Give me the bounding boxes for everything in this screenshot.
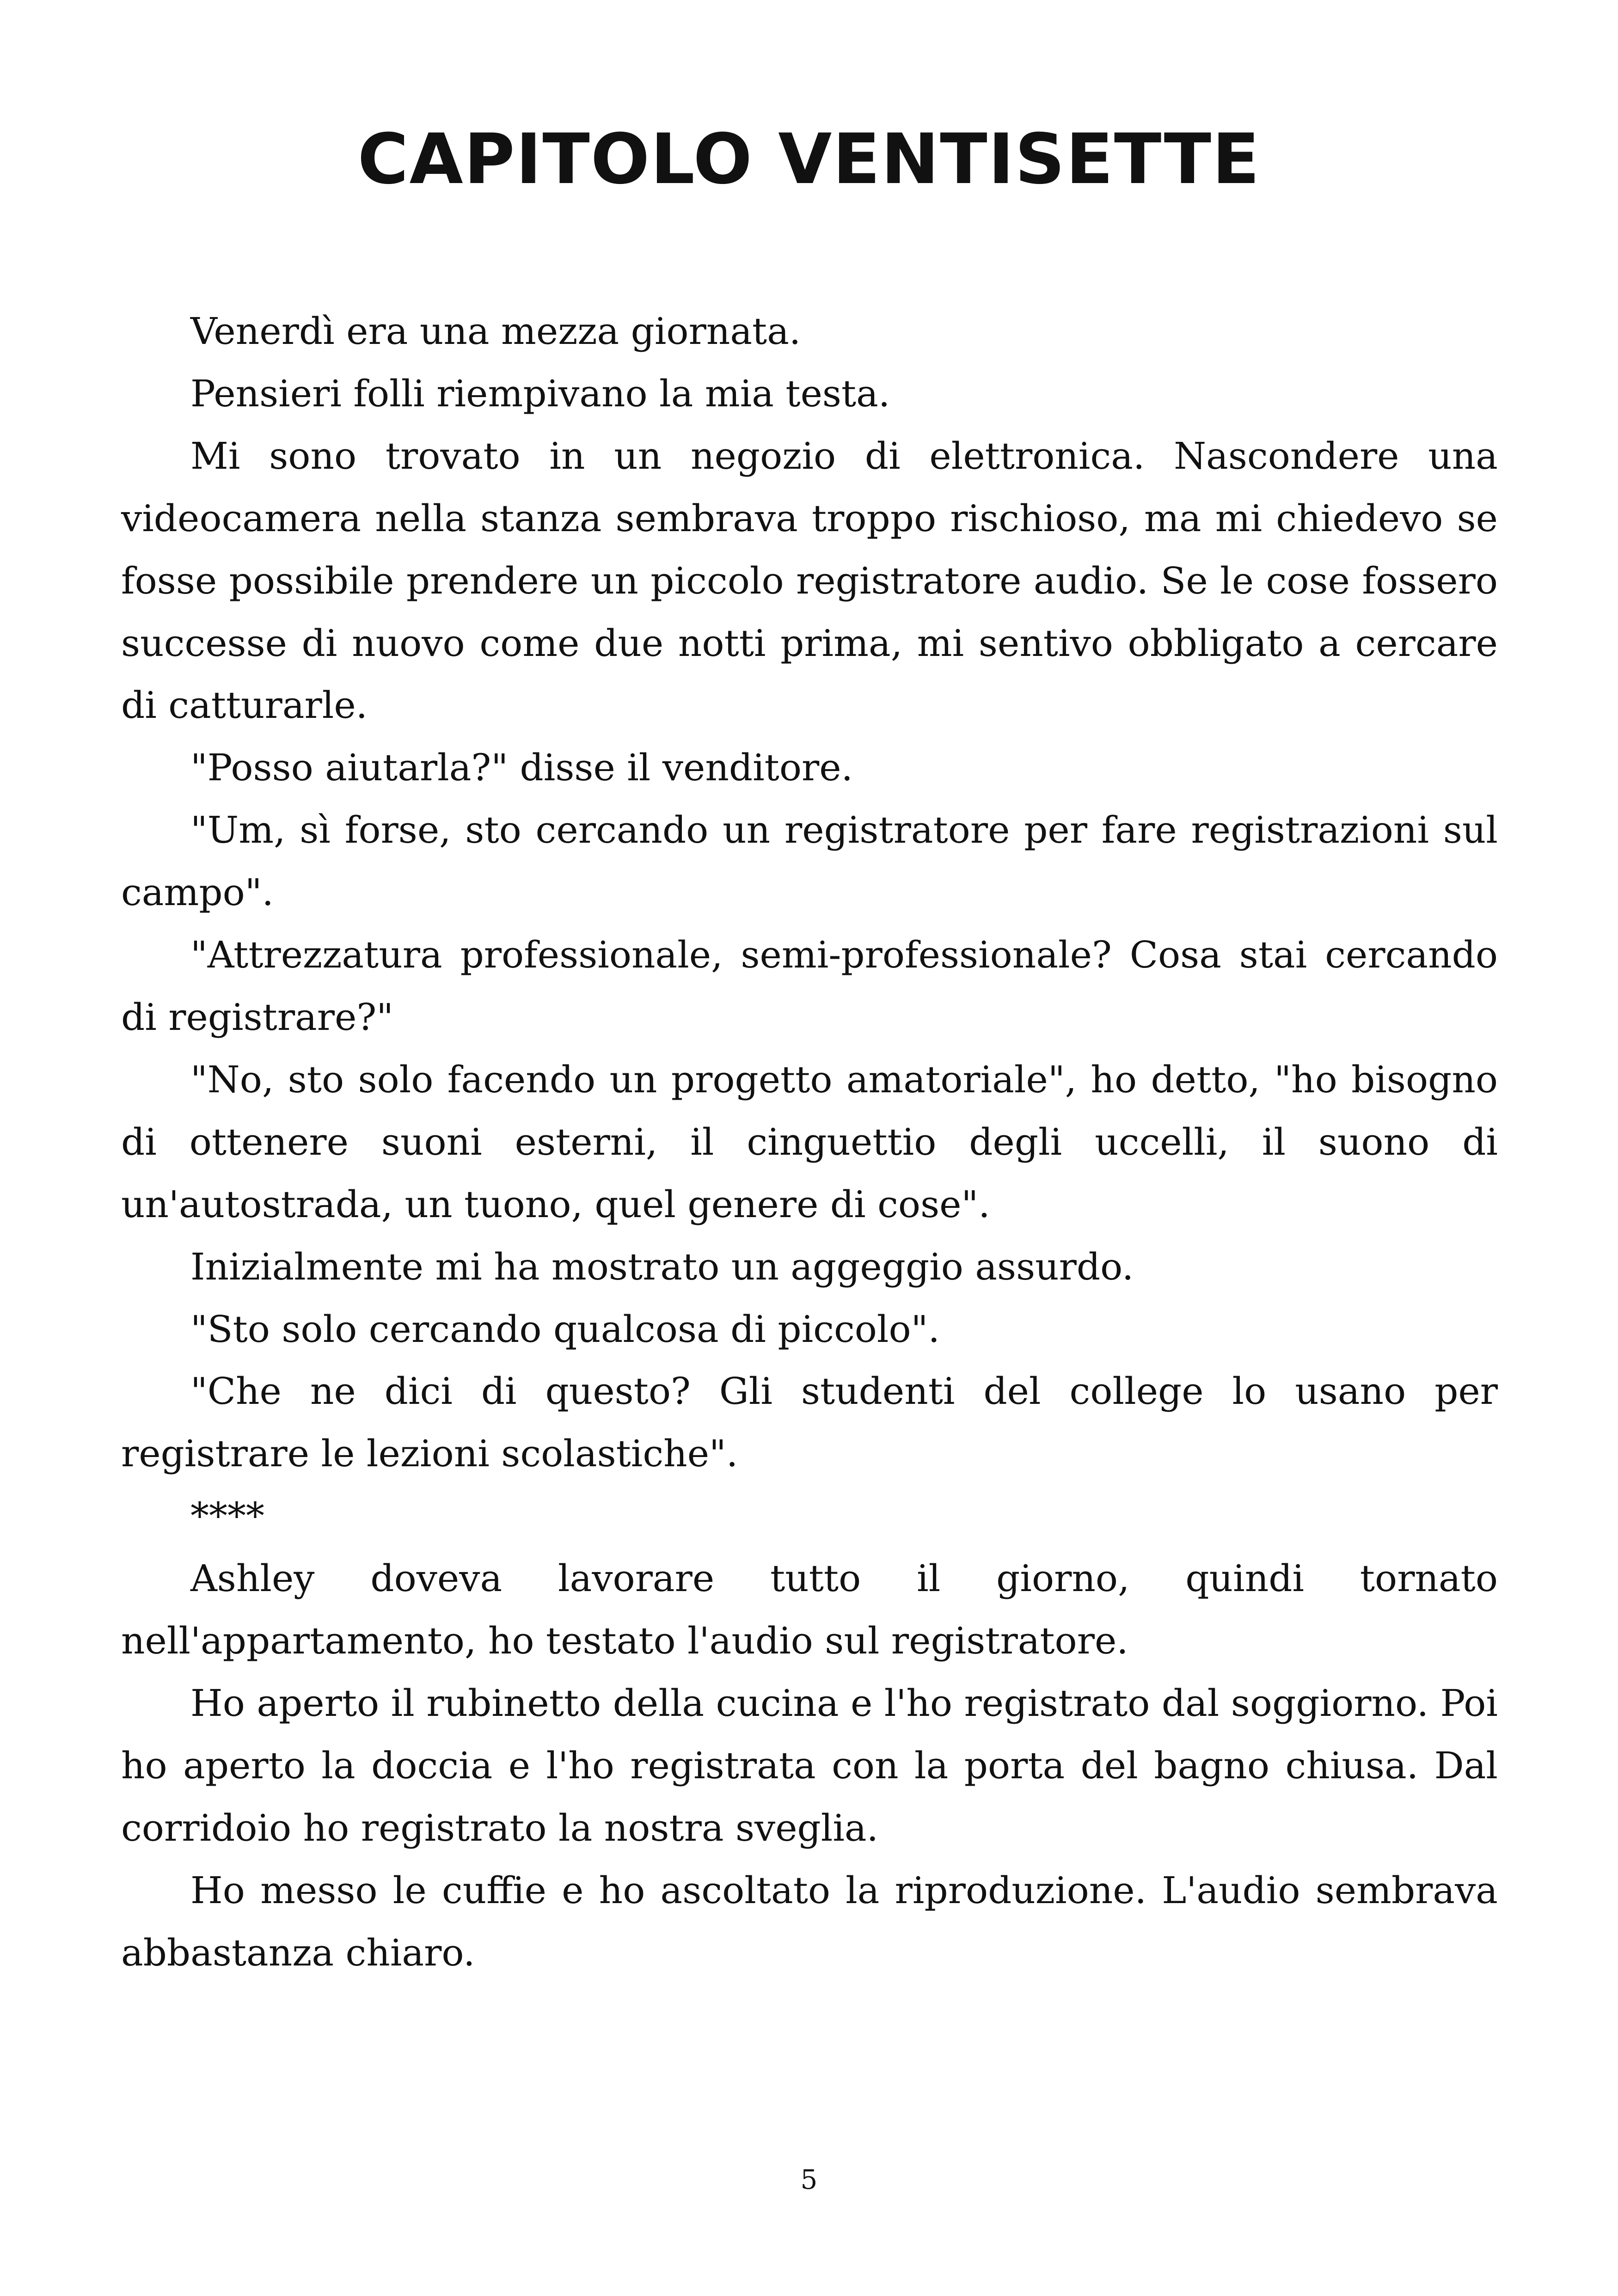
- paragraph: "Che ne dici di questo? Gli studenti del college lo usano per registrare le lezioni scolastiche".: [121, 1370, 1498, 1476]
- paragraph: Ho aperto il rubinetto della cucina e l'ho registrato dal soggiorno. Poi ho aperto la doccia e l'ho registrata con la porta del bagno chiusa. Dal corridoio ho registrato la nostra sveglia.: [121, 1681, 1498, 1849]
- paragraph: "Attrezzatura professionale, semi-professionale? Cosa stai cercando di registrare?": [121, 933, 1498, 1039]
- paragraph: "Um, sì forse, sto cercando un registratore per fare registrazioni sul campo".: [121, 808, 1498, 914]
- paragraph: Ashley doveva lavorare tutto il giorno, quindi tornato nell'appartamento, ho testato l'audio sul registratore.: [121, 1557, 1498, 1663]
- paragraph: Ho messo le cuffie e ho ascoltato la riproduzione. L'audio sembrava abbastanza chiaro.: [121, 1868, 1498, 1974]
- chapter-body: [121, 300, 1498, 1984]
- paragraph: Mi sono trovato in un negozio di elettronica. Nascondere una videocamera nella stanza sembrava troppo rischioso, ma mi chiedevo se fosse possibile prendere un piccolo registratore audio. Se le cose fossero successe di nuovo come due notti prima, mi sentivo obbligato a cercare di catturarle.: [121, 434, 1498, 727]
- paragraph: Pensieri folli riempivano la mia testa.: [190, 372, 890, 415]
- paragraph: "Sto solo cercando qualcosa di piccolo".: [190, 1307, 940, 1351]
- page-number: 5: [800, 2164, 818, 2195]
- paragraph: "Posso aiutarla?" disse il venditore.: [190, 746, 853, 790]
- paragraph: "No, sto solo facendo un progetto amatoriale", ho detto, "ho bisogno di ottenere suoni esterni, il cinguettio degli uccelli, il suono di un'autostrada, un tuono, quel genere di cose".: [121, 1058, 1498, 1226]
- scene-break: ****: [190, 1494, 264, 1538]
- paragraph: Inizialmente mi ha mostrato un aggeggio assurdo.: [190, 1245, 1134, 1288]
- chapter-title: CAPITOLO VENTISETTE: [357, 119, 1261, 200]
- paragraph: Venerdì era una mezza giornata.: [190, 310, 801, 353]
